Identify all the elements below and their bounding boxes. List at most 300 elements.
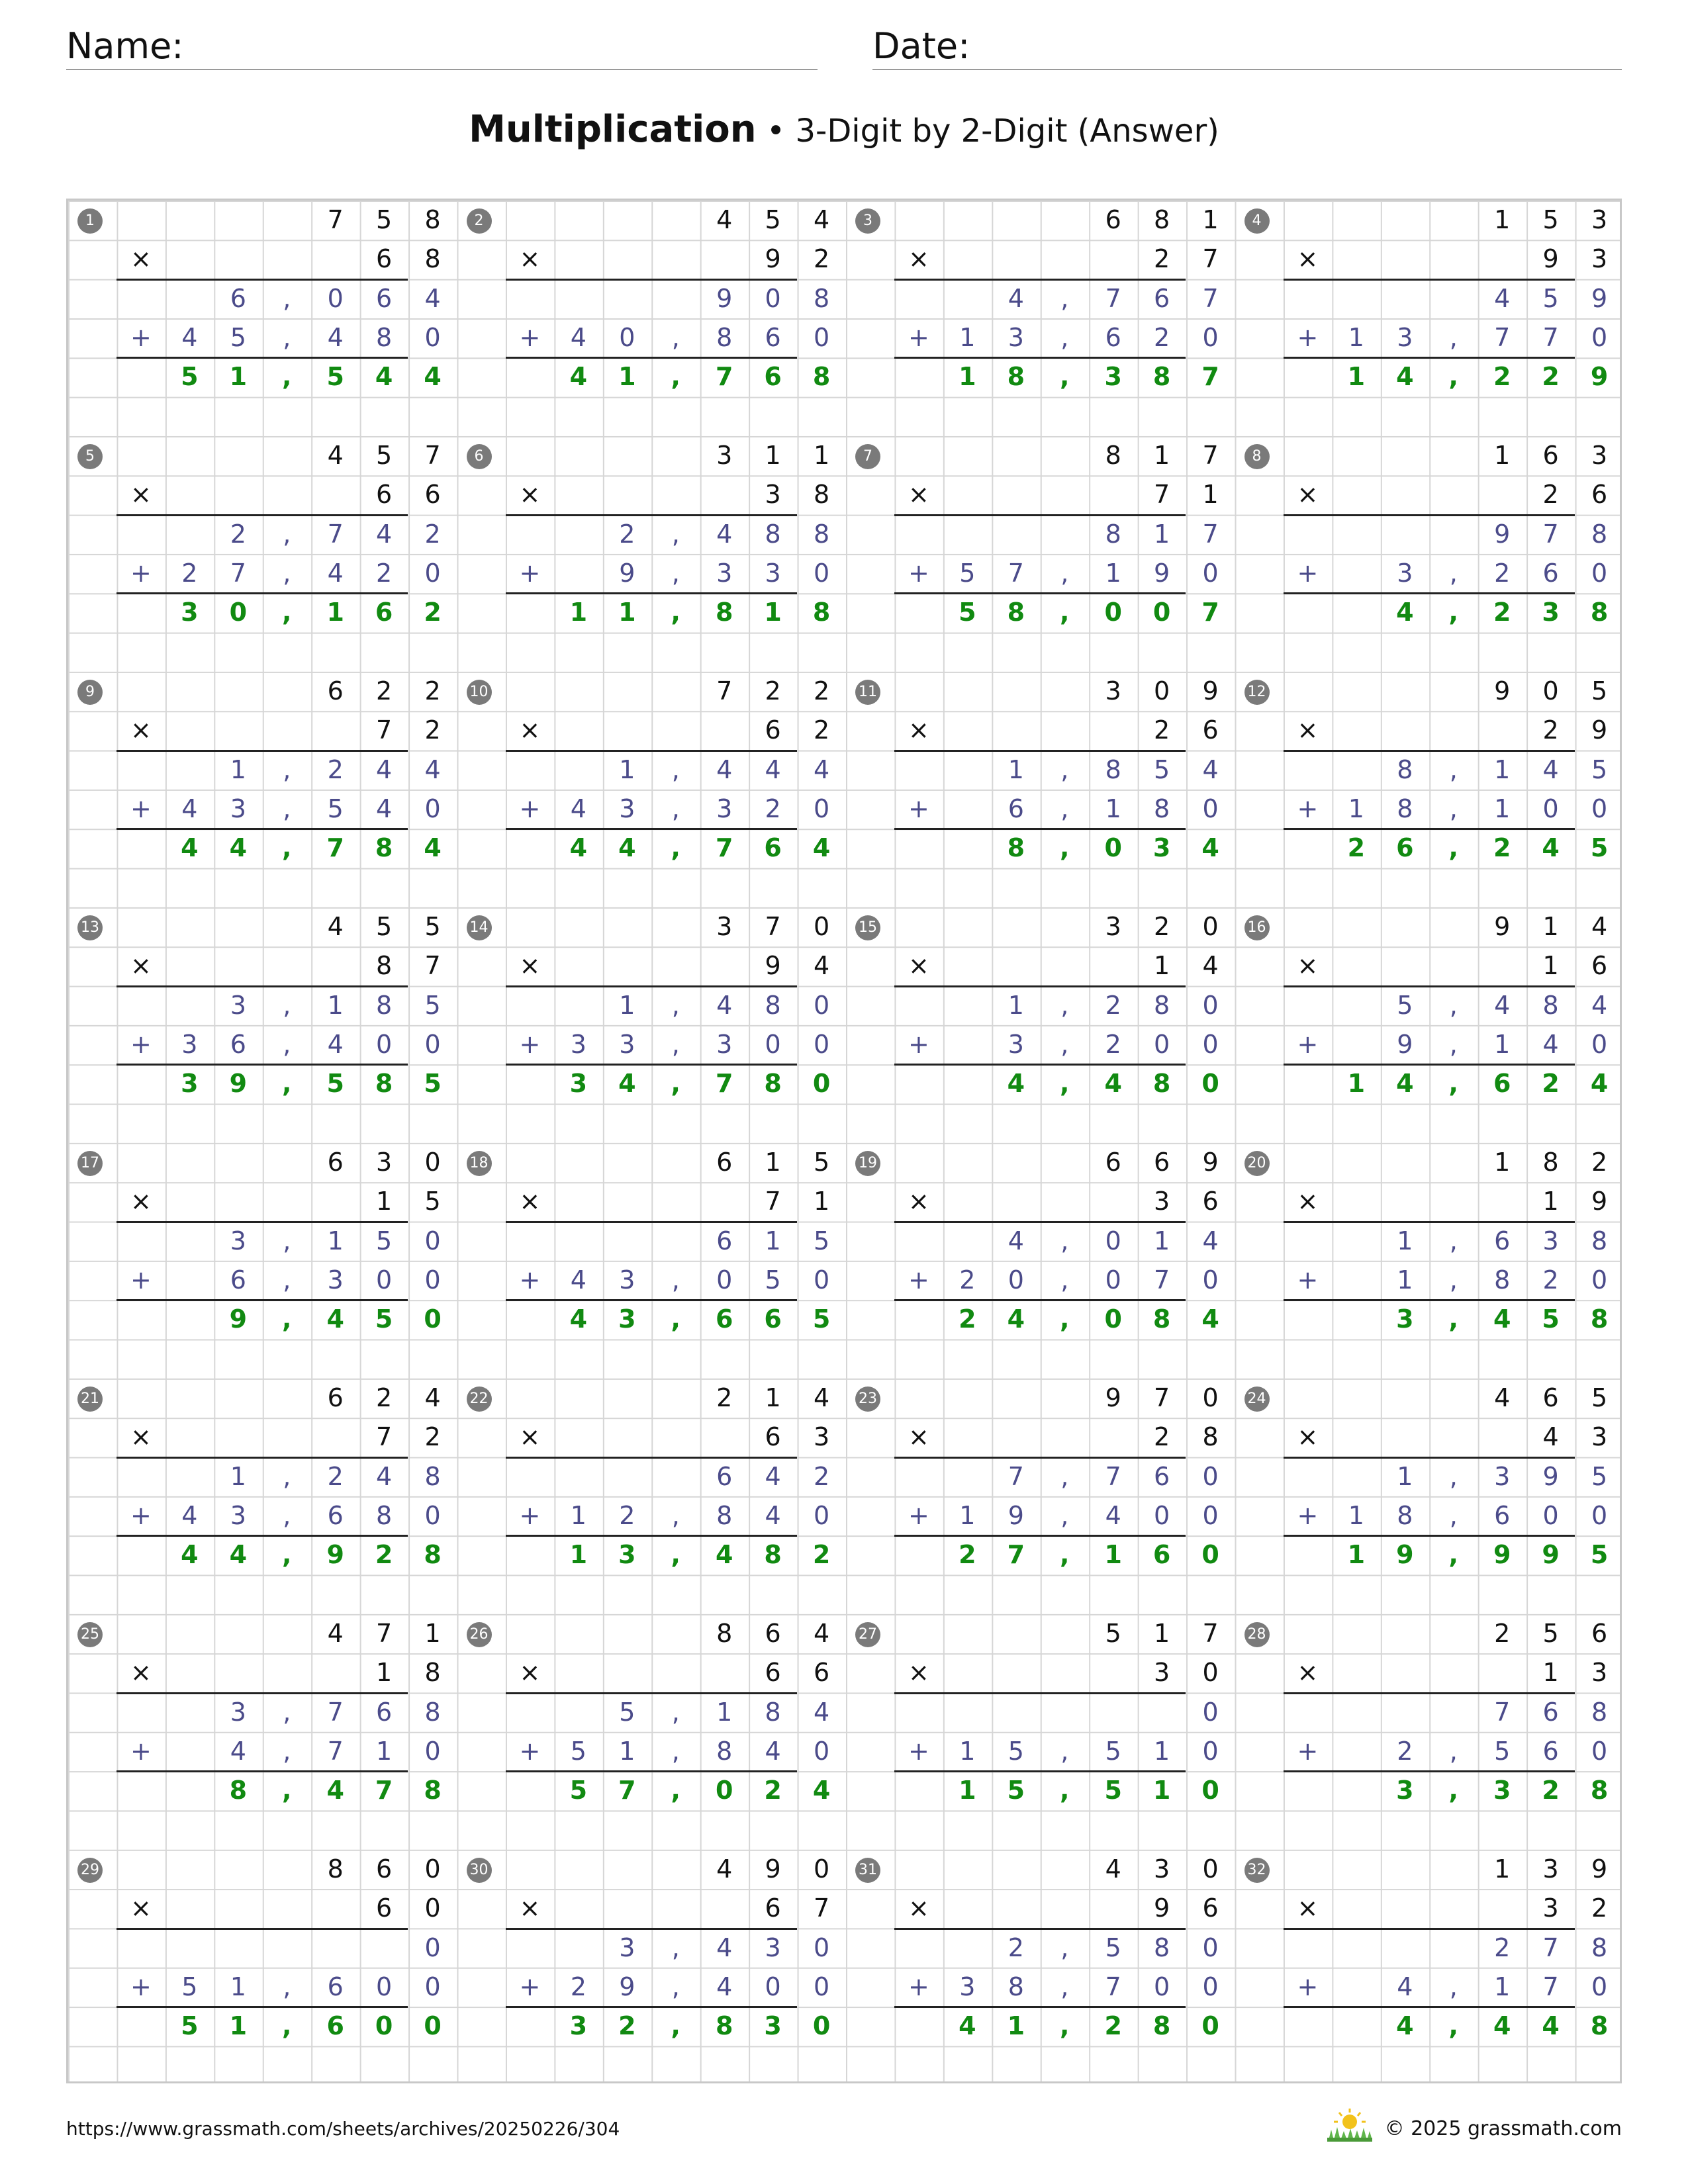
partial-product-digit: 0 (1008, 1265, 1024, 1295)
answer-digit: 4 (326, 1776, 344, 1805)
answer-digit: , (282, 1540, 292, 1570)
partial-product-digit: 1 (1008, 754, 1024, 784)
partial-product-digit: , (283, 322, 291, 352)
answer-digit: 9 (1590, 362, 1609, 392)
answer-digit: , (671, 362, 680, 392)
times-sign: × (908, 951, 929, 981)
sum-rule-line (117, 514, 408, 516)
partial-product-digit: 8 (1397, 794, 1413, 823)
times-sign: × (130, 715, 152, 745)
times-sign: × (1297, 244, 1319, 274)
answer-digit: 3 (1104, 362, 1122, 392)
partial-product-digit: 1 (959, 322, 976, 352)
partial-product-digit: 2 (570, 1972, 586, 2001)
partial-product-digit: 1 (765, 1226, 781, 1255)
partial-product-digit: 6 (376, 1697, 393, 1727)
problem-block (1235, 201, 1624, 436)
multiplier-digit: 9 (1591, 715, 1608, 745)
answer-digit: 5 (181, 2011, 199, 2041)
multiplicand-digit: 1 (765, 1383, 781, 1412)
times-sign: × (1297, 480, 1319, 510)
multiplier-digit: 6 (376, 1893, 393, 1923)
multiplicand-digit: 5 (1542, 205, 1559, 234)
problem-number-badge: 18 (467, 1151, 492, 1176)
partial-product-digit: 5 (181, 1972, 198, 2001)
plus-sign: + (130, 1972, 152, 2001)
partial-product-digit: 0 (813, 1500, 830, 1530)
partial-product-digit: 2 (1105, 990, 1121, 1020)
answer-digit: 4 (326, 1304, 344, 1334)
problem-block (457, 201, 847, 436)
answer-digit: , (1448, 1304, 1458, 1334)
problem-block (457, 436, 847, 672)
partial-product-digit: 0 (327, 283, 344, 313)
partial-product-digit: 1 (1494, 754, 1511, 784)
partial-product-digit: , (1449, 754, 1458, 784)
partial-product-digit: 0 (1591, 1029, 1608, 1059)
times-sign: × (1297, 1893, 1319, 1923)
multiplier-digit: 2 (1154, 1422, 1170, 1452)
partial-product-digit: 2 (1542, 1265, 1559, 1295)
plus-sign: + (1297, 1972, 1319, 2001)
multiplicand-digit: 4 (327, 1618, 344, 1648)
multiplicand-digit: 5 (1542, 1618, 1559, 1648)
multiplier-digit: 0 (424, 1893, 441, 1923)
partial-product-digit: , (1060, 1972, 1069, 2001)
multiplier-digit: 8 (376, 951, 393, 981)
multiplicand-digit: 8 (1154, 205, 1170, 234)
partial-product-digit: 0 (813, 1265, 830, 1295)
answer-digit: 7 (375, 1776, 393, 1805)
answer-digit: 4 (1590, 1069, 1609, 1099)
partial-product-digit: 0 (1591, 558, 1608, 588)
answer-digit: 2 (764, 1776, 782, 1805)
partial-product-digit: 4 (1008, 283, 1024, 313)
answer-digit: , (671, 833, 680, 863)
multiplicand-digit: 1 (765, 1147, 781, 1177)
partial-product-digit: 8 (1154, 990, 1170, 1020)
answer-digit: 8 (1007, 598, 1025, 627)
multiplier-digit: 2 (1542, 715, 1559, 745)
answer-digit: 3 (181, 1069, 199, 1099)
partial-product-digit: , (1449, 794, 1458, 823)
problem-block (1235, 1379, 1624, 1614)
problem-block (846, 907, 1235, 1143)
plus-sign: + (519, 794, 541, 823)
answer-digit: 6 (375, 598, 393, 627)
multiplier-digit: 6 (813, 1658, 830, 1688)
partial-product-digit: 7 (230, 558, 246, 588)
partial-product-digit: 0 (1202, 990, 1219, 1020)
multiplicand-digit: 8 (716, 1618, 733, 1648)
answer-digit: 3 (1493, 1776, 1511, 1805)
partial-product-digit: 0 (376, 1972, 393, 2001)
multiplicand-digit: 6 (1591, 1618, 1608, 1648)
answer-digit: 1 (1347, 1069, 1366, 1099)
times-sign: × (130, 1422, 152, 1452)
partial-product-digit: 5 (424, 990, 441, 1020)
answer-digit: , (282, 362, 292, 392)
partial-product-digit: , (671, 1736, 680, 1766)
multiplier-digit: 8 (813, 480, 830, 510)
times-sign: × (130, 951, 152, 981)
multiplicand-digit: 6 (1105, 1147, 1121, 1177)
answer-digit: 5 (1590, 833, 1609, 863)
partial-product-digit: 0 (424, 794, 441, 823)
multiplicand-digit: 4 (327, 911, 344, 941)
partial-product-digit: 1 (1397, 1265, 1413, 1295)
multiplier-digit: 6 (376, 480, 393, 510)
plus-sign: + (519, 1029, 541, 1059)
multiplicand-digit: 7 (716, 676, 733, 705)
partial-product-digit: 4 (1397, 1972, 1413, 2001)
partial-product-digit: , (1060, 1500, 1069, 1530)
multiplier-digit: 9 (1542, 244, 1559, 274)
multiplier-digit: 7 (765, 1187, 781, 1216)
problem-block (68, 672, 457, 907)
partial-product-digit: 6 (716, 1461, 733, 1491)
plus-sign: + (1297, 1500, 1319, 1530)
multiplicand-digit: 6 (1105, 205, 1121, 234)
partial-product-digit: 6 (230, 1029, 246, 1059)
sum-rule-line (506, 279, 797, 281)
answer-digit: 1 (1007, 2011, 1025, 2041)
problem-number-badge: 19 (855, 1151, 880, 1176)
multiplicand-digit: 1 (1154, 440, 1170, 470)
sum-rule-line (1284, 1221, 1575, 1223)
multiplicand-digit: 1 (1494, 205, 1511, 234)
partial-product-digit: , (283, 754, 291, 784)
answer-digit: 9 (1542, 1540, 1560, 1570)
multiplicand-digit: 6 (376, 1854, 393, 1884)
answer-digit: 4 (812, 1776, 831, 1805)
answer-digit: 5 (1104, 1776, 1122, 1805)
problem-block (457, 1614, 847, 1850)
answer-digit: 9 (1396, 1540, 1414, 1570)
sum-rule-line (1284, 1064, 1575, 1066)
partial-product-digit: 3 (230, 1697, 246, 1727)
answer-digit: 2 (1542, 362, 1560, 392)
answer-digit: 2 (1493, 833, 1511, 863)
answer-digit: 2 (1347, 833, 1366, 863)
answer-digit: 4 (959, 2011, 976, 2041)
answer-digit: 0 (812, 1069, 831, 1099)
multiplicand-digit: 6 (765, 1618, 781, 1648)
answer-digit: , (282, 1304, 292, 1334)
partial-product-digit: 8 (1154, 794, 1170, 823)
multiplicand-digit: 1 (1494, 440, 1511, 470)
partial-product-digit: , (671, 322, 680, 352)
answer-digit: 4 (375, 362, 393, 392)
problem-block (846, 1614, 1235, 1850)
multiplicand-digit: 1 (1202, 205, 1219, 234)
answer-digit: 4 (569, 362, 588, 392)
problem-number-badge: 4 (1244, 208, 1270, 234)
sum-rule-line (1284, 985, 1575, 987)
answer-digit: 5 (1590, 1540, 1609, 1570)
multiplicand-digit: 2 (1494, 1618, 1511, 1648)
partial-product-digit: 0 (1202, 1500, 1219, 1530)
multiplicand-digit: 2 (1591, 1147, 1608, 1177)
name-label: Name: (66, 25, 184, 67)
answer-digit: 6 (1152, 1540, 1171, 1570)
multiplicand-digit: 3 (716, 911, 733, 941)
answer-digit: 1 (618, 598, 636, 627)
times-sign: × (519, 244, 541, 274)
partial-product-digit: , (1060, 990, 1069, 1020)
answer-digit: 1 (764, 598, 782, 627)
problem-number-badge: 22 (467, 1387, 492, 1412)
answer-digit: 5 (424, 1069, 442, 1099)
partial-product-digit: 6 (1008, 794, 1024, 823)
partial-product-digit: 8 (813, 519, 830, 549)
plus-sign: + (908, 1972, 929, 2001)
answer-digit: 6 (715, 1304, 733, 1334)
partial-product-digit: 0 (765, 1972, 781, 2001)
partial-product-digit: 4 (570, 1265, 586, 1295)
multiplier-digit: 7 (376, 715, 393, 745)
partial-product-digit: 1 (1105, 558, 1121, 588)
multiplier-digit: 7 (376, 1422, 393, 1452)
partial-product-digit: , (671, 990, 680, 1020)
times-sign: × (908, 244, 929, 274)
times-sign: × (908, 480, 929, 510)
sum-rule-line (506, 1221, 797, 1223)
multiplier-digit: 7 (813, 1893, 830, 1923)
problem-number-badge: 16 (1244, 915, 1270, 940)
partial-product-digit: 0 (813, 1029, 830, 1059)
answer-digit: , (671, 1540, 680, 1570)
partial-product-digit: 5 (1591, 754, 1608, 784)
answer-digit: 2 (1542, 1069, 1560, 1099)
multiplicand-digit: 3 (1154, 1854, 1170, 1884)
times-sign: × (908, 1658, 929, 1688)
answer-digit: , (1060, 362, 1070, 392)
answer-digit: 4 (229, 833, 248, 863)
partial-product-digit: 1 (1494, 794, 1511, 823)
partial-product-digit: 9 (1008, 1500, 1024, 1530)
sum-rule-line (894, 1535, 1186, 1537)
partial-product-digit: 0 (813, 1972, 830, 2001)
multiplier-digit: 6 (1591, 480, 1608, 510)
multiplier-digit: 3 (1154, 1658, 1170, 1688)
partial-product-digit: , (1449, 1736, 1458, 1766)
partial-product-digit: , (283, 1265, 291, 1295)
partial-product-digit: 2 (1105, 1029, 1121, 1059)
partial-product-digit: 0 (1591, 794, 1608, 823)
answer-digit: 0 (1104, 598, 1122, 627)
partial-product-digit: 6 (230, 283, 246, 313)
partial-product-digit: 1 (1494, 1972, 1511, 2001)
partial-product-digit: 6 (1154, 283, 1170, 313)
sum-rule-line (1284, 592, 1575, 594)
partial-product-digit: , (283, 990, 291, 1020)
answer-digit: 2 (1493, 598, 1511, 627)
partial-product-digit: 1 (327, 990, 344, 1020)
partial-product-digit: 2 (327, 1461, 344, 1491)
problem-block (457, 672, 847, 907)
partial-product-digit: , (1449, 990, 1458, 1020)
multiplier-digit: 8 (424, 244, 441, 274)
partial-product-digit: 0 (424, 1933, 441, 1962)
answer-digit: 1 (959, 362, 976, 392)
answer-digit: , (671, 1776, 680, 1805)
partial-product-digit: 4 (765, 754, 781, 784)
plus-sign: + (130, 1500, 152, 1530)
partial-product-digit: 8 (716, 1736, 733, 1766)
partial-product-digit: 3 (1542, 1226, 1559, 1255)
multiplier-digit: 3 (1591, 244, 1608, 274)
multiplier-digit: 1 (1542, 951, 1559, 981)
answer-digit: 2 (959, 1540, 976, 1570)
problem-block (68, 201, 457, 436)
partial-product-digit: 0 (1202, 1933, 1219, 1962)
sum-rule-line (117, 2006, 408, 2008)
partial-product-digit: 4 (181, 1500, 198, 1530)
problem-block (68, 907, 457, 1143)
plus-sign: + (1297, 1029, 1319, 1059)
partial-product-digit: 9 (716, 283, 733, 313)
partial-product-digit: 5 (376, 1226, 393, 1255)
partial-product-digit: 9 (1542, 1461, 1559, 1491)
partial-product-digit: 3 (716, 794, 733, 823)
answer-digit: 4 (569, 833, 588, 863)
partial-product-digit: , (1060, 1933, 1069, 1962)
partial-product-digit: 4 (376, 1461, 393, 1491)
answer-digit: 5 (812, 1304, 831, 1334)
plus-sign: + (908, 794, 929, 823)
partial-product-digit: 4 (327, 1029, 344, 1059)
partial-product-digit: 0 (424, 1500, 441, 1530)
partial-product-digit: 8 (765, 990, 781, 1020)
partial-product-digit: , (671, 1933, 680, 1962)
partial-product-digit: 2 (424, 519, 441, 549)
plus-sign: + (519, 322, 541, 352)
partial-product-digit: , (1060, 322, 1069, 352)
answer-digit: 9 (229, 1304, 248, 1334)
partial-product-digit: , (671, 794, 680, 823)
multiplier-digit: 1 (1542, 1187, 1559, 1216)
problem-number-badge: 30 (467, 1858, 492, 1883)
sum-rule-line (894, 514, 1186, 516)
partial-product-digit: , (1449, 1265, 1458, 1295)
answer-digit: 1 (229, 362, 248, 392)
answer-digit: 7 (1201, 362, 1219, 392)
partial-product-digit: 1 (376, 1736, 393, 1766)
partial-product-digit: 4 (716, 990, 733, 1020)
partial-product-digit: , (671, 754, 680, 784)
partial-product-digit: 1 (1154, 1736, 1170, 1766)
sum-rule-line (1284, 1457, 1575, 1459)
problem-grid (66, 199, 1622, 2083)
multiplicand-digit: 2 (1154, 911, 1170, 941)
partial-product-digit: 0 (424, 1226, 441, 1255)
answer-digit: 4 (1396, 2011, 1414, 2041)
sum-rule-line (894, 1064, 1186, 1066)
partial-product-digit: 1 (230, 1461, 246, 1491)
plus-sign: + (519, 1736, 541, 1766)
sum-rule-line (506, 750, 797, 752)
multiplier-digit: 6 (1202, 1187, 1219, 1216)
partial-product-digit: 3 (716, 558, 733, 588)
partial-product-digit: 0 (1591, 1265, 1608, 1295)
times-sign: × (519, 480, 541, 510)
answer-digit: 4 (812, 833, 831, 863)
multiplicand-digit: 3 (716, 440, 733, 470)
multiplicand-digit: 4 (1591, 911, 1608, 941)
partial-product-digit: 0 (376, 1029, 393, 1059)
problem-number-badge: 27 (855, 1622, 880, 1647)
partial-product-digit: , (671, 1029, 680, 1059)
answer-digit: 3 (1396, 1304, 1414, 1334)
partial-product-digit: 6 (327, 1972, 344, 2001)
partial-product-digit: 0 (813, 1933, 830, 1962)
partial-product-digit: 3 (230, 1500, 246, 1530)
multiplicand-digit: 5 (765, 205, 781, 234)
partial-product-digit: , (1060, 1736, 1069, 1766)
answer-digit: 0 (1104, 833, 1122, 863)
multiplicand-digit: 4 (813, 1383, 830, 1412)
partial-product-digit: , (1060, 558, 1069, 588)
times-sign: × (519, 1187, 541, 1216)
partial-product-digit: 6 (1494, 1226, 1511, 1255)
partial-product-digit: 1 (1397, 1226, 1413, 1255)
sum-rule-line (1284, 2006, 1575, 2008)
sum-rule-line (117, 1928, 408, 1930)
problem-number-badge: 31 (855, 1858, 880, 1883)
answer-digit: 0 (1201, 2011, 1219, 2041)
partial-product-digit: 0 (813, 990, 830, 1020)
partial-product-digit: , (283, 1500, 291, 1530)
sum-rule-line (894, 1221, 1186, 1223)
partial-product-digit: 0 (1202, 1265, 1219, 1295)
multiplicand-digit: 5 (1591, 1383, 1608, 1412)
partial-product-digit: 6 (1542, 558, 1559, 588)
multiplier-digit: 6 (765, 1658, 781, 1688)
plus-sign: + (908, 1265, 929, 1295)
answer-digit: 0 (1201, 1776, 1219, 1805)
problem-block (1235, 1143, 1624, 1379)
answer-digit: 7 (715, 833, 733, 863)
multiplier-digit: 1 (1542, 1658, 1559, 1688)
plus-sign: + (130, 1029, 152, 1059)
multiplier-digit: 3 (1591, 1658, 1608, 1688)
problem-block (68, 1850, 457, 2085)
partial-product-digit: 0 (1154, 1972, 1170, 2001)
date-label: Date: (872, 25, 970, 67)
plus-sign: + (908, 558, 929, 588)
partial-product-digit: 4 (424, 283, 441, 313)
multiplicand-digit: 1 (813, 440, 830, 470)
partial-product-digit: 4 (813, 754, 830, 784)
partial-product-digit: 7 (327, 1697, 344, 1727)
partial-product-digit: , (283, 1029, 291, 1059)
answer-digit: 2 (618, 2011, 636, 2041)
partial-product-digit: 3 (1008, 322, 1024, 352)
problem-block (457, 907, 847, 1143)
sum-rule-line (506, 1064, 797, 1066)
sum-rule-line (506, 1928, 797, 1930)
partial-product-digit: 9 (1591, 283, 1608, 313)
multiplicand-digit: 6 (1542, 1383, 1559, 1412)
partial-product-digit: 3 (230, 794, 246, 823)
partial-product-digit: 1 (716, 1697, 733, 1727)
footer-url[interactable]: https://www.grassmath.com/sheets/archives/20250226/304 (66, 2118, 620, 2140)
problem-block (1235, 1614, 1624, 1850)
plus-sign: + (1297, 1265, 1319, 1295)
answer-digit: 4 (229, 1540, 248, 1570)
multiplicand-digit: 0 (813, 911, 830, 941)
